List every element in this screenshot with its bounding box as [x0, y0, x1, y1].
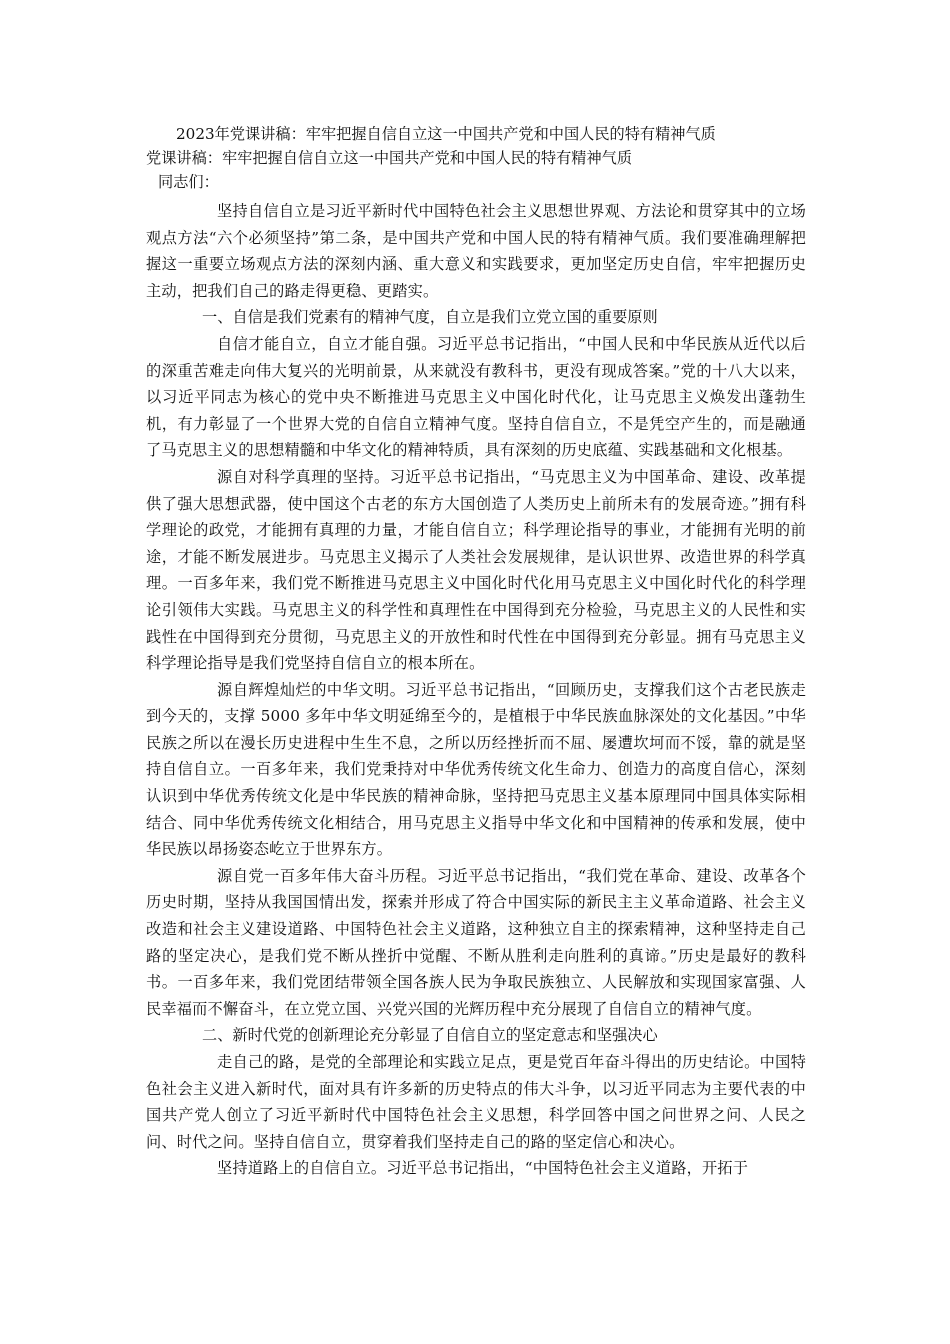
section-1-heading: 一、自信是我们党素有的精神气度，自立是我们立党立国的重要原则 — [202, 308, 658, 327]
section-2-heading: 二、新时代党的创新理论充分彰显了自信自立的坚定意志和坚强决心 — [202, 1026, 658, 1045]
intro-paragraph: 坚持自信自立是习近平新时代中国特色社会主义思想世界观、方法论和贯穿其中的立场观点方法“六个必须坚持”第二条，是中国共产党和中国人民的特有精神气质。我们要准确理解把握这一重要立场观点方法的深刻内涵、重大意义和实践要求，更加坚定历史自信，牢牢把握历史主动，把我们自己的路走得更稳、更踏实。 — [146, 202, 806, 300]
section-2-paragraph-2: 坚持道路上的自信自立。习近平总书记指出，“中国特色社会主义道路，开拓于 — [217, 1159, 749, 1178]
salutation: 同志们： — [158, 173, 219, 191]
section-1-paragraph-1: 自信才能自立，自立才能自强。习近平总书记指出，“中国人民和中华民族从近代以后的深重苦难走向伟大复兴的光明前景，从来就没有教科书，更没有现成答案。”党的十八大以来，以习近平同志为核心的党中央不断推进马克思主义中国化时代化，让马克思主义焕发出蓬勃生机，有力彰显了一个世界大党的自信自立精神气度。坚持自信自立，不是凭空产生的，而是融通了马克思主义的思想精髓和中华文化的精神特质，具有深刻的历史底蕴、实践基础和文化根基。 — [146, 334, 806, 460]
section-1-paragraph-3: 源自辉煌灿烂的中华文明。习近平总书记指出，“回顾历史，支撑我们这个古老民族走到今天的，支撑 5000 多年中华文明延绵至今的，是植根于中华民族血脉深处的文化基因。”中华民族之所以在漫长历史进程中生生不息，之所以历经挫折而不屈、屡遭坎坷而不馁，靠的就是坚持自信自立。一百多年来，我们党秉持对中华优秀传统文化生命力、创造力的高度自信心，深刻认识到中华优秀传统文化是中华民族的精神命脉，坚持把马克思主义基本原理同中国具体实际相结合、同中华优秀传统文化相结合，用马克思主义指导中华文化和中国精神的传承和发展，使中华民族以昂扬姿态屹立于世界东方。 — [146, 680, 806, 859]
section-2-paragraph-1: 走自己的路，是党的全部理论和实践立足点，更是党百年奋斗得出的历史结论。中国特色社会主义进入新时代，面对具有许多新的历史特点的伟大斗争，以习近平同志为主要代表的中国共产党人创立了习近平新时代中国特色社会主义思想，科学回答中国之问世界之问、人民之问、时代之问。坚持自信自立，贯穿着我们坚持走自己的路的坚定信心和决心。 — [146, 1053, 806, 1151]
section-1-paragraph-4: 源自党一百多年伟大奋斗历程。习近平总书记指出，“我们党在革命、建设、改革各个历史时期，坚持从我国国情出发，探索并形成了符合中国实际的新民主主义革命道路、社会主义改造和社会主义建设道路、中国特色社会主义道路，这种独立自主的探索精神，这种坚持走自己路的坚定决心，是我们党不断从挫折中觉醒、不断从胜利走向胜利的真谛。”历史是最好的教科书。一百多年来，我们党团结带领全国各族人民为争取民族独立、人民解放和实现国家富强、人民幸福而不懈奋斗，在立党立国、兴党兴国的光辉历程中充分展现了自信自立的精神气度。 — [146, 866, 806, 1018]
document-page — [146, 122, 806, 1182]
section-1-paragraph-2: 源自对科学真理的坚持。习近平总书记指出，“马克思主义为中国革命、建设、改革提供了强大思想武器，使中国这个古老的东方大国创造了人类历史上前所未有的发展奇迹。”拥有科学理论的政党，才能拥有真理的力量，才能自信自立；科学理论指导的事业，才能拥有光明的前途，才能不断发展进步。马克思主义揭示了人类社会发展规律，是认识世界、改造世界的科学真理。一百多年来，我们党不断推进马克思主义中国化时代化用马克思主义中国化时代化的科学理论引领伟大实践。马克思主义的科学性和真理性在中国得到充分检验，马克思主义的人民性和实践性在中国得到充分贯彻，马克思主义的开放性和时代性在中国得到充分彰显。拥有马克思主义科学理论指导是我们党坚持自信自立的根本所在。 — [146, 467, 806, 673]
document-subtitle: 党课讲稿：牢牢把握自信自立这一中国共产党和中国人民的特有精神气质 — [146, 149, 632, 167]
document-title: 2023年党课讲稿：牢牢把握自信自立这一中国共产党和中国人民的特有精神气质 — [176, 125, 716, 143]
